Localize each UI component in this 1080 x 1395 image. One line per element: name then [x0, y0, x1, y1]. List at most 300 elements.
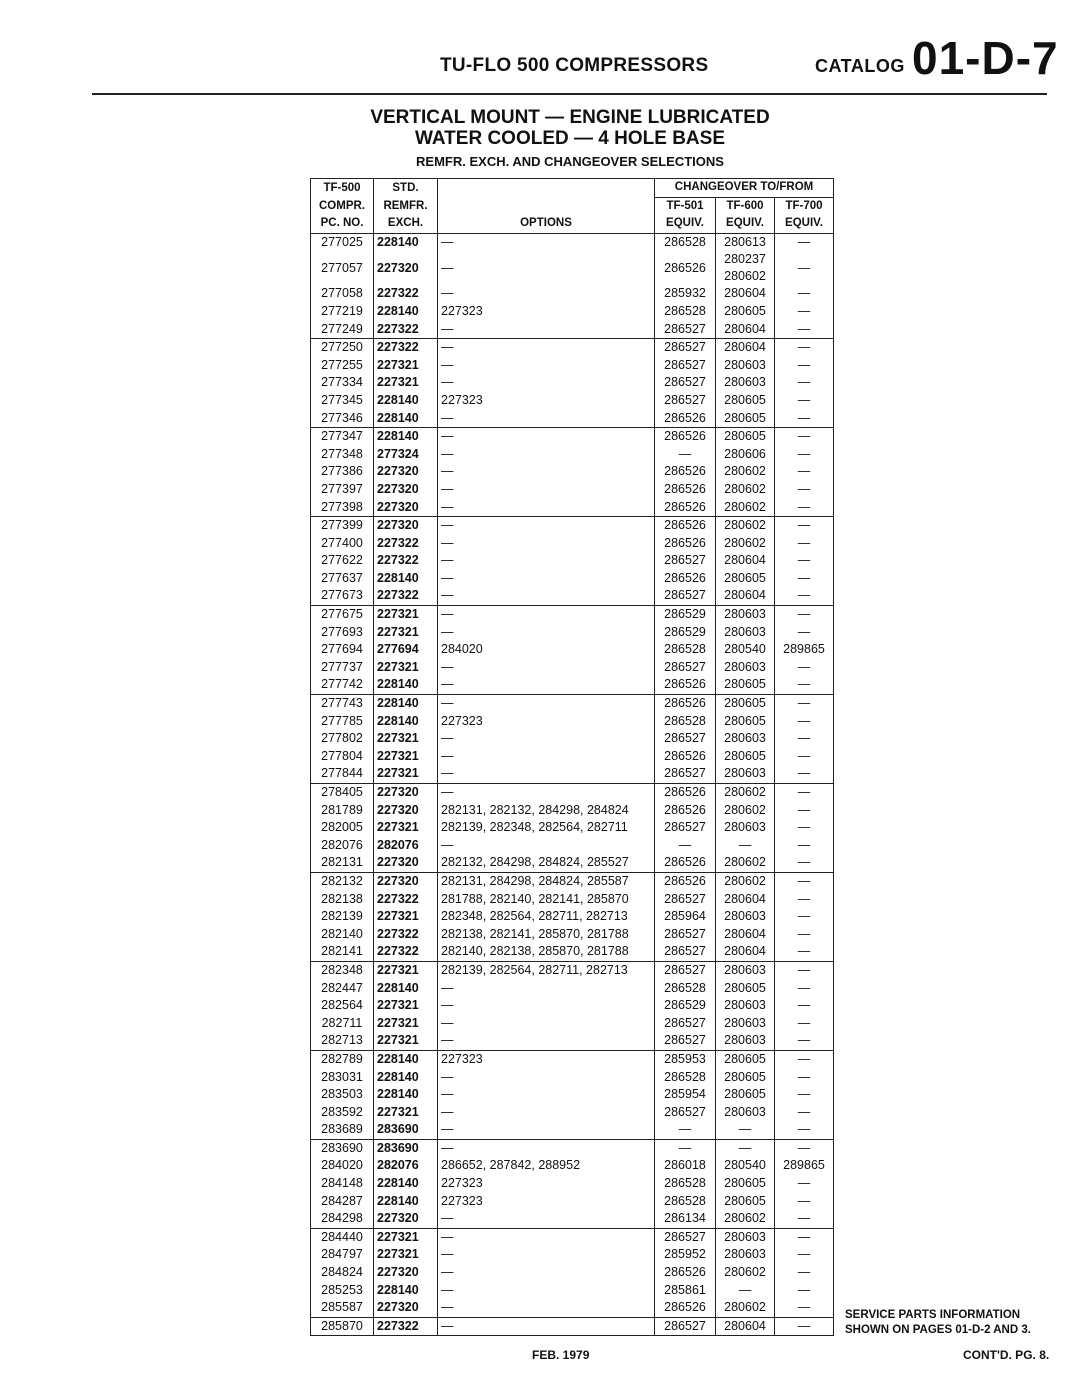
table-cell: 280603 [716, 1032, 775, 1050]
table-cell: 282348 [311, 961, 374, 979]
table-cell: 280602 [716, 1210, 775, 1228]
table-cell: 282131 [311, 854, 374, 872]
table-cell: — [438, 783, 655, 801]
table-cell: 227323 [438, 1192, 655, 1210]
table-cell: — [775, 765, 834, 783]
table-row [311, 1281, 834, 1299]
table-cell: 227320 [374, 498, 438, 516]
table-cell: 280603 [716, 997, 775, 1015]
table-cell: 277347 [311, 427, 374, 445]
table-cell: 227321 [374, 961, 438, 979]
table-cell: 280604 [716, 943, 775, 961]
table-cell: — [438, 1228, 655, 1246]
table-cell: 280605 [716, 570, 775, 588]
table-row [311, 730, 834, 748]
table-cell: 283689 [311, 1121, 374, 1139]
table-cell: 277386 [311, 463, 374, 481]
table-cell: 280604 [716, 587, 775, 605]
table-cell: — [438, 251, 655, 285]
table-cell: 280604 [716, 285, 775, 303]
table-cell: 280603 [716, 605, 775, 623]
header-cell: TF-700 [775, 197, 834, 215]
table-cell: — [438, 233, 655, 251]
table-cell: 286527 [655, 765, 716, 783]
table-cell: — [438, 587, 655, 605]
table-row [311, 961, 834, 979]
table-cell: 227321 [374, 997, 438, 1015]
table-cell: 227321 [374, 765, 438, 783]
note-line: SERVICE PARTS INFORMATION [845, 1309, 1021, 1321]
table-cell: 227323 [438, 1050, 655, 1068]
table-cell: — [775, 694, 834, 712]
table-cell: 280604 [716, 890, 775, 908]
table-cell: — [438, 837, 655, 855]
table-cell: 280604 [716, 925, 775, 943]
table-row [311, 1139, 834, 1157]
table-cell: 286527 [655, 890, 716, 908]
table-cell: 283592 [311, 1103, 374, 1121]
table-header-row [311, 215, 834, 233]
table-row [311, 1032, 834, 1050]
table-cell: 280605 [716, 427, 775, 445]
table-cell: — [775, 819, 834, 837]
table-cell: 280602 [716, 498, 775, 516]
table-cell: 286527 [655, 392, 716, 410]
table-cell: 280604 [716, 1317, 775, 1336]
table-cell: 282789 [311, 1050, 374, 1068]
table-cell: 228140 [374, 1192, 438, 1210]
table-cell: 227320 [374, 783, 438, 801]
table-cell: — [775, 463, 834, 481]
table-row [311, 1014, 834, 1032]
table-cell: — [438, 1121, 655, 1139]
table-cell: — [438, 1032, 655, 1050]
table-cell: 286526 [655, 251, 716, 285]
table-cell: 280603 [716, 659, 775, 677]
table-cell: 286528 [655, 1192, 716, 1210]
table-cell: — [438, 570, 655, 588]
table-row [311, 320, 834, 338]
table-row [311, 1264, 834, 1282]
table-cell: 277400 [311, 534, 374, 552]
table-cell: 227320 [374, 1210, 438, 1228]
table-cell: — [438, 552, 655, 570]
table-row [311, 908, 834, 926]
table-cell: 286134 [655, 1210, 716, 1228]
table-cell: 286527 [655, 1014, 716, 1032]
table-cell: 277250 [311, 338, 374, 356]
header-cell: COMPR. [311, 197, 374, 215]
table-cell: — [438, 1281, 655, 1299]
table-cell: — [775, 534, 834, 552]
table-cell: 286528 [655, 712, 716, 730]
table-cell: — [438, 1317, 655, 1336]
table-cell: 282005 [311, 819, 374, 837]
table-cell: 286526 [655, 570, 716, 588]
table-cell: — [438, 374, 655, 392]
table-cell: 286527 [655, 587, 716, 605]
table-row [311, 890, 834, 908]
table-cell: 280606 [716, 445, 775, 463]
table-cell: 277057 [311, 251, 374, 285]
table-cell: — [775, 498, 834, 516]
table-cell: 285954 [655, 1086, 716, 1104]
table-cell: 286528 [655, 979, 716, 997]
table-row [311, 1175, 834, 1193]
table-cell: — [438, 730, 655, 748]
table-cell: — [438, 356, 655, 374]
table-row [311, 623, 834, 641]
table-cell: 286526 [655, 748, 716, 766]
table-cell: 280605 [716, 748, 775, 766]
table-cell: — [775, 481, 834, 499]
table-cell: 280605 [716, 1086, 775, 1104]
table-body [311, 233, 834, 1336]
table-cell: 282348, 282564, 282711, 282713 [438, 908, 655, 926]
table-cell: — [775, 730, 834, 748]
table-cell: — [775, 409, 834, 427]
table-cell: 228140 [374, 1175, 438, 1193]
table-row [311, 854, 834, 872]
table-row [311, 445, 834, 463]
table-cell: 280602 [716, 516, 775, 534]
table-cell: — [716, 1139, 775, 1157]
table-cell: — [438, 694, 655, 712]
note-line: SHOWN ON PAGES 01-D-2 AND 3. [845, 1324, 1031, 1336]
table-cell: — [775, 374, 834, 392]
table-cell: — [775, 1317, 834, 1336]
table-cell: 277219 [311, 303, 374, 321]
table-cell: — [438, 534, 655, 552]
table-cell: 227322 [374, 285, 438, 303]
table-row [311, 534, 834, 552]
table-cell: 282139, 282564, 282711, 282713 [438, 961, 655, 979]
table-cell: 227321 [374, 908, 438, 926]
table-cell: — [438, 427, 655, 445]
table-row [311, 1157, 834, 1175]
table-row [311, 783, 834, 801]
table-cell: — [775, 997, 834, 1015]
header-cell: STD. [374, 179, 438, 198]
table-cell: 277743 [311, 694, 374, 712]
table-cell: 227320 [374, 516, 438, 534]
table-cell: 227322 [374, 925, 438, 943]
table-cell: — [775, 925, 834, 943]
table-row [311, 943, 834, 961]
table-cell: 227322 [374, 320, 438, 338]
table-cell: 227320 [374, 872, 438, 890]
table-cell: — [775, 570, 834, 588]
table-cell: 286528 [655, 303, 716, 321]
header-cell: EQUIV. [655, 215, 716, 233]
table-cell: — [775, 854, 834, 872]
table-cell: — [775, 890, 834, 908]
table-cell: 280603 [716, 961, 775, 979]
table-cell: — [438, 409, 655, 427]
table-row [311, 1068, 834, 1086]
table-cell: 283690 [311, 1139, 374, 1157]
table-cell: — [775, 1068, 834, 1086]
table-cell: — [438, 463, 655, 481]
table-cell: — [438, 623, 655, 641]
table-row [311, 748, 834, 766]
table-cell: 228140 [374, 694, 438, 712]
table-cell: 282140, 282138, 285870, 281788 [438, 943, 655, 961]
table-cell: 289865 [775, 1157, 834, 1175]
table-cell: — [775, 1228, 834, 1246]
table-row [311, 374, 834, 392]
table-header-row [311, 197, 834, 215]
table-cell: 277785 [311, 712, 374, 730]
table-cell: 286527 [655, 1032, 716, 1050]
table-cell: 286526 [655, 534, 716, 552]
table-cell: — [775, 605, 834, 623]
table-cell: 282076 [374, 1157, 438, 1175]
table-cell: — [775, 1299, 834, 1317]
table-row [311, 570, 834, 588]
table-row [311, 1228, 834, 1246]
table-cell: 286526 [655, 427, 716, 445]
table-cell: — [655, 1139, 716, 1157]
table-cell: — [438, 676, 655, 694]
table-cell: — [775, 356, 834, 374]
table-cell: 286526 [655, 1299, 716, 1317]
table-cell: 280602 [716, 463, 775, 481]
catalog-label: CATALOG [815, 56, 905, 76]
table-row [311, 765, 834, 783]
table-cell: 286527 [655, 1228, 716, 1246]
table-row [311, 498, 834, 516]
table-cell: — [438, 516, 655, 534]
table-row [311, 1192, 834, 1210]
changeover-header: CHANGEOVER TO/FROM [655, 179, 834, 198]
table-cell: 280603 [716, 908, 775, 926]
table-cell: — [438, 338, 655, 356]
table-row [311, 605, 834, 623]
table-cell: 227323 [438, 712, 655, 730]
table-cell: 280237 280602 [716, 251, 775, 285]
table-cell: 280603 [716, 765, 775, 783]
table-cell: — [775, 1103, 834, 1121]
table-cell: 280602 [716, 534, 775, 552]
table-cell: 277346 [311, 409, 374, 427]
table-cell: 286526 [655, 498, 716, 516]
table-row [311, 552, 834, 570]
table-cell: 286526 [655, 463, 716, 481]
table-cell: 277025 [311, 233, 374, 251]
table-cell: 280603 [716, 819, 775, 837]
table-cell: 286018 [655, 1157, 716, 1175]
table-cell: 227320 [374, 854, 438, 872]
table-cell: 286527 [655, 374, 716, 392]
table-cell: 277693 [311, 623, 374, 641]
table-cell: 277398 [311, 498, 374, 516]
table-cell: 282132, 284298, 284824, 285527 [438, 854, 655, 872]
table-cell: — [655, 837, 716, 855]
table-row [311, 659, 834, 677]
table-cell: 280603 [716, 374, 775, 392]
table-cell: — [438, 1264, 655, 1282]
table-cell: 227322 [374, 890, 438, 908]
parts-table [310, 178, 834, 1336]
table-cell: — [775, 1086, 834, 1104]
table-cell: — [775, 1121, 834, 1139]
table-cell: — [438, 748, 655, 766]
footer-date: FEB. 1979 [532, 1348, 590, 1362]
table-cell: — [775, 251, 834, 285]
table-cell: 227321 [374, 623, 438, 641]
table-cell: — [775, 1050, 834, 1068]
page-header-title: TU-FLO 500 COMPRESSORS [440, 55, 709, 76]
table-cell: — [775, 748, 834, 766]
table-cell: 277348 [311, 445, 374, 463]
section-subtitle: REMFR. EXCH. AND CHANGEOVER SELECTIONS [416, 154, 724, 169]
table-cell: 280603 [716, 623, 775, 641]
table-cell: 227320 [374, 481, 438, 499]
table-row [311, 997, 834, 1015]
table-cell: 280603 [716, 1228, 775, 1246]
table-cell: 280605 [716, 392, 775, 410]
table-cell: — [775, 623, 834, 641]
table-cell: 227321 [374, 659, 438, 677]
table-row [311, 925, 834, 943]
table-cell: — [775, 961, 834, 979]
table-row [311, 427, 834, 445]
table-cell: 284797 [311, 1246, 374, 1264]
table-cell: 286528 [655, 1175, 716, 1193]
table-cell: 286527 [655, 925, 716, 943]
table-cell: 284440 [311, 1228, 374, 1246]
table-cell: 286526 [655, 481, 716, 499]
table-cell: 286526 [655, 516, 716, 534]
table-cell: 283031 [311, 1068, 374, 1086]
table-cell: 282140 [311, 925, 374, 943]
table-cell: 286528 [655, 1068, 716, 1086]
header-cell [438, 197, 655, 215]
table-cell: 286526 [655, 801, 716, 819]
table-cell: 280603 [716, 1103, 775, 1121]
table-cell: — [655, 1121, 716, 1139]
table-cell: 282131, 284298, 284824, 285587 [438, 872, 655, 890]
table-row [311, 872, 834, 890]
table-cell: 228140 [374, 712, 438, 730]
table-cell: 277622 [311, 552, 374, 570]
table-cell: 227321 [374, 356, 438, 374]
table-cell: — [438, 445, 655, 463]
table-row [311, 694, 834, 712]
table-cell: 286526 [655, 409, 716, 427]
table-row [311, 1317, 834, 1336]
table-cell: — [438, 765, 655, 783]
table-cell: 280605 [716, 1068, 775, 1086]
table-row [311, 837, 834, 855]
table-row [311, 1246, 834, 1264]
table-cell: 286526 [655, 854, 716, 872]
table-cell: 284148 [311, 1175, 374, 1193]
table-cell: 286526 [655, 676, 716, 694]
table-cell: 228140 [374, 1068, 438, 1086]
table-cell: — [438, 1014, 655, 1032]
table-cell: — [438, 1246, 655, 1264]
table-cell: 284824 [311, 1264, 374, 1282]
table-cell: 227321 [374, 1103, 438, 1121]
table-cell: 286527 [655, 943, 716, 961]
header-rule [92, 93, 1047, 95]
table-cell: — [775, 552, 834, 570]
table-row [311, 641, 834, 659]
table-row [311, 233, 834, 251]
table-cell: 286526 [655, 694, 716, 712]
table-row [311, 1121, 834, 1139]
table-cell: 227322 [374, 1317, 438, 1336]
table-cell: 285964 [655, 908, 716, 926]
table-cell: 228140 [374, 1050, 438, 1068]
table-cell: — [775, 979, 834, 997]
table-cell: — [716, 1121, 775, 1139]
table-row [311, 1210, 834, 1228]
table-cell: 277249 [311, 320, 374, 338]
table-cell: 227321 [374, 1228, 438, 1246]
table-cell: 282132 [311, 872, 374, 890]
table-cell: — [775, 338, 834, 356]
table-cell: 286527 [655, 730, 716, 748]
table-cell: 277802 [311, 730, 374, 748]
table-cell: 282713 [311, 1032, 374, 1050]
table-cell: 282131, 282132, 284298, 284824 [438, 801, 655, 819]
header-cell: TF-600 [716, 197, 775, 215]
table-cell: 286529 [655, 605, 716, 623]
table-cell: 280605 [716, 979, 775, 997]
table-cell: 285953 [655, 1050, 716, 1068]
table-cell: 228140 [374, 303, 438, 321]
table-cell: — [775, 837, 834, 855]
table-cell: — [775, 1139, 834, 1157]
table-cell: 277637 [311, 570, 374, 588]
table-cell: 286527 [655, 552, 716, 570]
table-cell: 227322 [374, 943, 438, 961]
table-cell: 280603 [716, 1014, 775, 1032]
table-cell: 280603 [716, 730, 775, 748]
table-cell: 280603 [716, 356, 775, 374]
table-cell: — [775, 1014, 834, 1032]
catalog-number: 01-D-7 [912, 32, 1059, 84]
table-cell: — [775, 233, 834, 251]
table-cell: — [438, 498, 655, 516]
table-row [311, 1050, 834, 1068]
table-cell: — [438, 1210, 655, 1228]
table-cell: 286527 [655, 1103, 716, 1121]
table-cell: — [775, 943, 834, 961]
table-cell: 227321 [374, 730, 438, 748]
table-cell: — [438, 979, 655, 997]
table-cell: 227322 [374, 338, 438, 356]
table-row [311, 1086, 834, 1104]
table-cell: 285952 [655, 1246, 716, 1264]
table-cell: 280602 [716, 1299, 775, 1317]
table-cell: 228140 [374, 392, 438, 410]
table-cell: 228140 [374, 979, 438, 997]
table-cell: 282138 [311, 890, 374, 908]
table-cell: — [775, 712, 834, 730]
table-cell: 284298 [311, 1210, 374, 1228]
table-cell: — [438, 320, 655, 338]
header-cell: OPTIONS [438, 215, 655, 233]
service-parts-note [845, 1308, 1031, 1338]
table-cell: — [775, 1281, 834, 1299]
table-cell: 284020 [311, 1157, 374, 1175]
table-cell: — [775, 427, 834, 445]
table-cell: 284020 [438, 641, 655, 659]
